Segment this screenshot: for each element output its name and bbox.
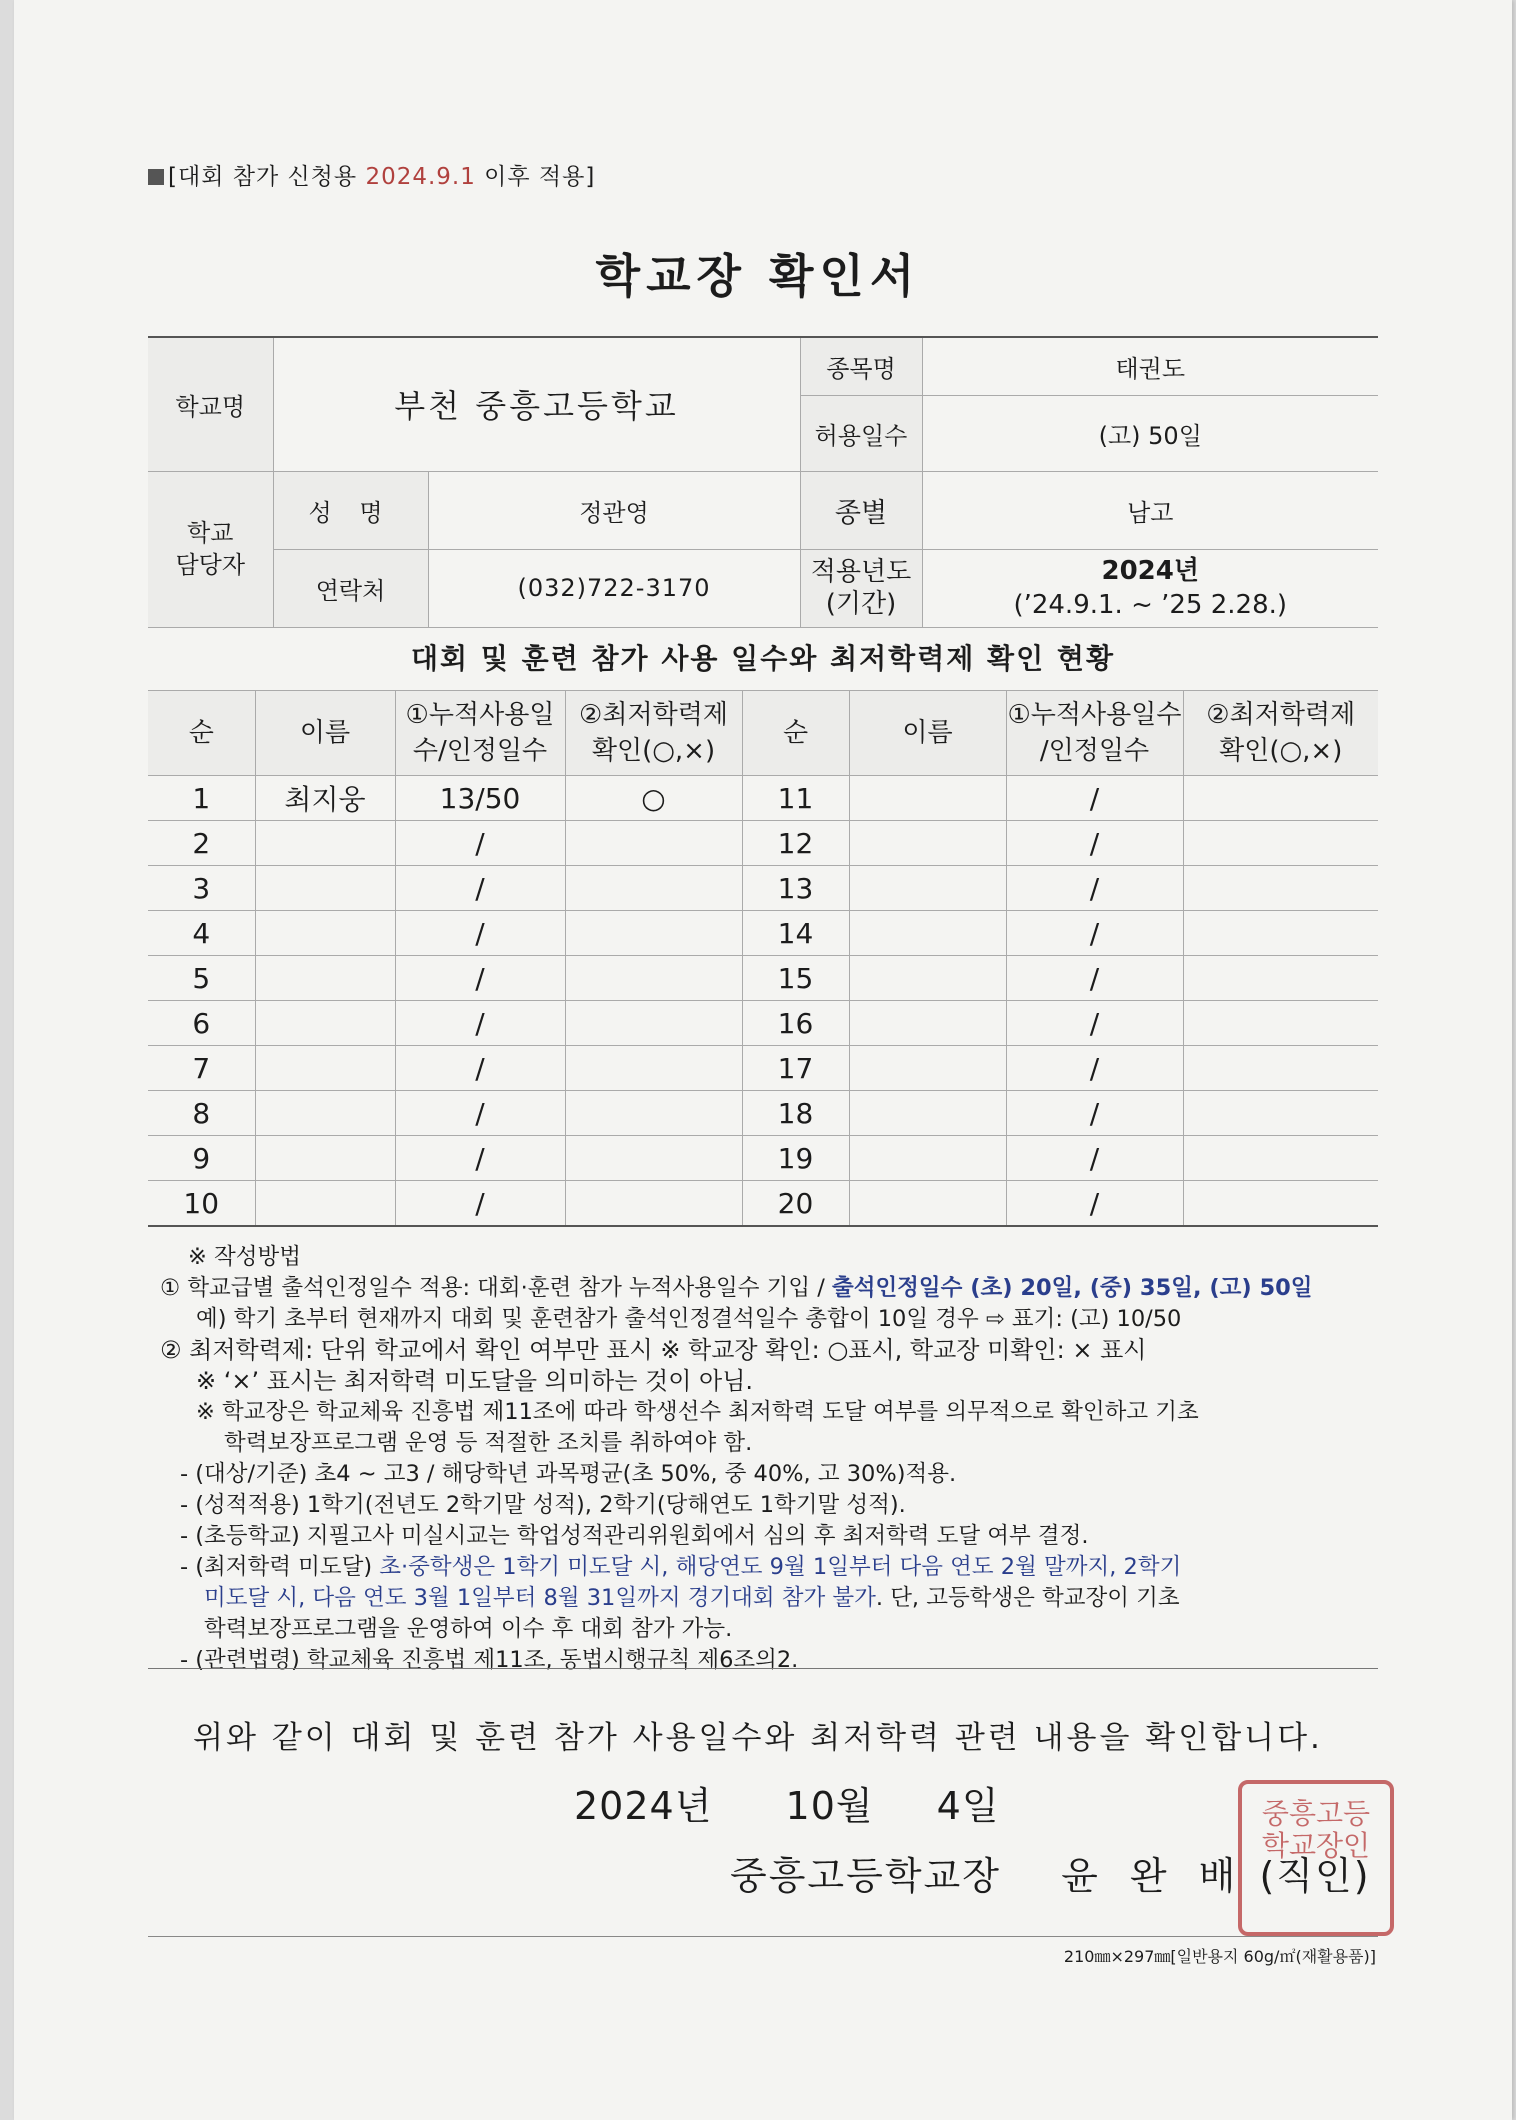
row-no: 4 bbox=[148, 911, 255, 956]
seal-note: (직인) bbox=[1259, 1854, 1371, 1898]
year-value: 2024년 (’24.9.1. ~ ’25 2.28.) bbox=[922, 549, 1378, 627]
row-name-right bbox=[849, 956, 1006, 1001]
row-check: ○ bbox=[565, 776, 742, 821]
detail-2: - (성적적용) 1학기(전년도 2학기말 성적), 2학기(당해연도 1학기말 성적). bbox=[180, 1492, 906, 1518]
row-no: 7 bbox=[148, 1046, 255, 1091]
detail-4c: 학력보장프로그램을 운영하여 이수 후 대회 참가 가능. bbox=[204, 1616, 733, 1642]
table-row bbox=[148, 776, 1378, 821]
signer-org: 중흥고등학교장 bbox=[730, 1854, 1001, 1898]
school-value: 부천 중흥고등학교 bbox=[273, 337, 800, 471]
table-row bbox=[148, 1046, 1378, 1091]
row-days-right: / bbox=[1006, 1091, 1183, 1136]
row-no-right: 17 bbox=[742, 1046, 849, 1091]
year-label: 적용년도 (기간) bbox=[800, 549, 922, 627]
signer-name: 윤 완 배 bbox=[1061, 1854, 1246, 1898]
col-check: ②최저학력제 확인(○,×) bbox=[565, 691, 742, 776]
row-check-right bbox=[1183, 821, 1378, 866]
event-value: 태권도 bbox=[922, 337, 1378, 395]
row-check bbox=[565, 1001, 742, 1046]
row-days: / bbox=[395, 1181, 565, 1227]
table-row bbox=[148, 821, 1378, 866]
row-days: / bbox=[395, 1091, 565, 1136]
row-check-right bbox=[1183, 911, 1378, 956]
row-check-right bbox=[1183, 1091, 1378, 1136]
col-no: 순 bbox=[148, 691, 255, 776]
name-value: 정관영 bbox=[428, 471, 800, 549]
application-label: [대회 참가 신청용 2024.9.1 이후 적용] bbox=[148, 158, 595, 191]
row-name bbox=[255, 1181, 395, 1227]
row-days: / bbox=[395, 1136, 565, 1181]
contact-label: 연락처 bbox=[273, 549, 428, 627]
row-days: / bbox=[395, 911, 565, 956]
row-check-right bbox=[1183, 956, 1378, 1001]
row-days-right: / bbox=[1006, 1136, 1183, 1181]
row-days-right: / bbox=[1006, 1046, 1183, 1091]
row-days: 13/50 bbox=[395, 776, 565, 821]
row-check bbox=[565, 1091, 742, 1136]
row-no-right: 14 bbox=[742, 911, 849, 956]
row-name-right bbox=[849, 1091, 1006, 1136]
list-header-row bbox=[148, 691, 1378, 776]
row-no: 2 bbox=[148, 821, 255, 866]
row-no-right: 16 bbox=[742, 1001, 849, 1046]
row-days-right: / bbox=[1006, 866, 1183, 911]
row-no: 9 bbox=[148, 1136, 255, 1181]
row-check bbox=[565, 1046, 742, 1091]
row-check-right bbox=[1183, 1001, 1378, 1046]
table-row bbox=[148, 1001, 1378, 1046]
row-name-right bbox=[849, 821, 1006, 866]
paper-spec: 210㎜×297㎜[일반용지 60g/㎡(재활용품)] bbox=[1063, 1947, 1376, 1966]
row-name bbox=[255, 911, 395, 956]
row-no: 8 bbox=[148, 1091, 255, 1136]
row-name bbox=[255, 821, 395, 866]
principal-signature bbox=[730, 1845, 1371, 1900]
contact-value: (032)722-3170 bbox=[428, 549, 800, 627]
row-name bbox=[255, 1136, 395, 1181]
detail-3: - (초등학교) 지필고사 미실시교는 학업성적관리위원회에서 심의 후 최저학력 도달 여부 결정. bbox=[180, 1523, 1089, 1549]
table-row bbox=[148, 956, 1378, 1001]
row-check bbox=[565, 1181, 742, 1227]
row-name-right bbox=[849, 1001, 1006, 1046]
allowed-days-label: 허용일수 bbox=[800, 395, 922, 471]
type-label: 종별 bbox=[800, 471, 922, 549]
participant-list-table bbox=[148, 690, 1378, 1227]
type-value: 남고 bbox=[922, 471, 1378, 549]
col-name: 이름 bbox=[255, 691, 395, 776]
row-check bbox=[565, 1136, 742, 1181]
row-check-right bbox=[1183, 1136, 1378, 1181]
row-name: 최지웅 bbox=[255, 776, 395, 821]
col-check-right: ②최저학력제 확인(○,×) bbox=[1183, 691, 1378, 776]
date-month: 10월 bbox=[785, 1784, 874, 1828]
document-title: 학교장 확인서 bbox=[595, 249, 921, 303]
confirmation-text: 위와 같이 대회 및 훈련 참가 사용일수와 최저학력 관련 내용을 확인합니다. bbox=[193, 1720, 1323, 1756]
row-no: 1 bbox=[148, 776, 255, 821]
apply-date: 2024.9.1 bbox=[365, 164, 476, 190]
footer-divider bbox=[148, 1936, 1378, 1937]
row-name bbox=[255, 956, 395, 1001]
event-label: 종목명 bbox=[800, 337, 922, 395]
col-name-right: 이름 bbox=[849, 691, 1006, 776]
row-no-right: 11 bbox=[742, 776, 849, 821]
row-days: / bbox=[395, 821, 565, 866]
row-no: 10 bbox=[148, 1181, 255, 1227]
row-name-right bbox=[849, 1046, 1006, 1091]
table-row bbox=[148, 1181, 1378, 1227]
row-no: 5 bbox=[148, 956, 255, 1001]
school-label: 학교명 bbox=[148, 337, 273, 471]
row-check bbox=[565, 956, 742, 1001]
table-row bbox=[148, 1136, 1378, 1181]
table-row bbox=[148, 1091, 1378, 1136]
notes-heading: ※ 작성방법 bbox=[188, 1244, 301, 1270]
row-name-right bbox=[849, 911, 1006, 956]
row-days: / bbox=[395, 866, 565, 911]
date-year: 2024년 bbox=[574, 1784, 713, 1828]
row-check-right bbox=[1183, 1181, 1378, 1227]
row-days: / bbox=[395, 1046, 565, 1091]
row-days-right: / bbox=[1006, 1001, 1183, 1046]
row-check bbox=[565, 866, 742, 911]
row-no-right: 20 bbox=[742, 1181, 849, 1227]
note-1-example: 예) 학기 초부터 현재까지 대회 및 훈련참가 출석인정결석일수 총합이 10일 경우 ⇨ 표기: (고) 10/50 bbox=[196, 1306, 1182, 1332]
row-no-right: 13 bbox=[742, 866, 849, 911]
row-days-right: / bbox=[1006, 776, 1183, 821]
section-divider bbox=[148, 1668, 1378, 1669]
row-days: / bbox=[395, 1001, 565, 1046]
row-no-right: 15 bbox=[742, 956, 849, 1001]
col-no-right: 순 bbox=[742, 691, 849, 776]
date-day: 4일 bbox=[936, 1784, 1000, 1828]
allowed-days-value: (고) 50일 bbox=[922, 395, 1378, 471]
school-info-table bbox=[148, 336, 1378, 628]
row-days: / bbox=[395, 956, 565, 1001]
row-name bbox=[255, 1091, 395, 1136]
row-check-right bbox=[1183, 866, 1378, 911]
manager-label: 학교 담당자 bbox=[148, 471, 273, 627]
row-no-right: 18 bbox=[742, 1091, 849, 1136]
row-days-right: / bbox=[1006, 911, 1183, 956]
col-days: ①누적사용일 수/인정일수 bbox=[395, 691, 565, 776]
row-name bbox=[255, 1001, 395, 1046]
row-check-right bbox=[1183, 776, 1378, 821]
row-name-right bbox=[849, 776, 1006, 821]
note-2-remark-2: ※ 학교장은 학교체육 진흥법 제11조에 따라 학생선수 최저학력 도달 여부를 의무적으로 확인하고 기초 bbox=[196, 1399, 1199, 1425]
row-name-right bbox=[849, 1181, 1006, 1227]
row-name bbox=[255, 1046, 395, 1091]
writing-instructions bbox=[160, 1242, 1380, 1676]
detail-5: - (관련법령) 학교체육 진흥법 제11조, 동법시행규칙 제6조의2. bbox=[180, 1647, 799, 1673]
row-name bbox=[255, 866, 395, 911]
col-days-right: ①누적사용일수 /인정일수 bbox=[1006, 691, 1183, 776]
row-name-right bbox=[849, 1136, 1006, 1181]
row-check bbox=[565, 911, 742, 956]
note-2-remark-2b: 학력보장프로그램 운영 등 적절한 조치를 취하여야 함. bbox=[224, 1430, 753, 1456]
note-1: ① 학교급별 출석인정일수 적용: 대회·훈련 참가 누적사용일수 기입 / 출석인정일수 (초) 20일, (중) 35일, (고) 50일 bbox=[160, 1275, 1313, 1301]
row-no-right: 19 bbox=[742, 1136, 849, 1181]
table-row bbox=[148, 866, 1378, 911]
row-no: 3 bbox=[148, 866, 255, 911]
note-2-remark-1: ※ ‘×’ 표시는 최저학력 미도달을 의미하는 것이 아님. bbox=[196, 1367, 754, 1395]
row-no-right: 12 bbox=[742, 821, 849, 866]
detail-4: - (최저학력 미도달) 초·중학생은 1학기 미도달 시, 해당연도 9월 1일부터 다음 연도 2월 말까지, 2학기 bbox=[180, 1554, 1182, 1580]
detail-1: - (대상/기준) 초4 ~ 고3 / 해당학년 과목평균(초 50%, 중 40%, 고 30%)적용. bbox=[180, 1461, 957, 1487]
square-bullet-icon bbox=[148, 169, 164, 185]
row-no: 6 bbox=[148, 1001, 255, 1046]
row-days-right: / bbox=[1006, 1181, 1183, 1227]
row-days-right: / bbox=[1006, 821, 1183, 866]
row-name-right bbox=[849, 866, 1006, 911]
table-row bbox=[148, 911, 1378, 956]
detail-4b: 미도달 시, 다음 연도 3월 1일부터 8월 31일까지 경기대회 참가 불가. 단, 고등학생은 학교장이 기초 bbox=[204, 1585, 1180, 1611]
name-label: 성 명 bbox=[273, 471, 428, 549]
row-check bbox=[565, 821, 742, 866]
issue-date bbox=[574, 1775, 1000, 1830]
note-2: ② 최저학력제: 단위 학교에서 확인 여부만 표시 ※ 학교장 확인: ○표시, 학교장 미확인: × 표시 bbox=[160, 1336, 1147, 1364]
row-check-right bbox=[1183, 1046, 1378, 1091]
status-title: 대회 및 훈련 참가 사용 일수와 최저학력제 확인 현황 bbox=[148, 628, 1378, 691]
row-days-right: / bbox=[1006, 956, 1183, 1001]
official-seal-stamp: 중흥고등학교장인 bbox=[1238, 1780, 1394, 1936]
